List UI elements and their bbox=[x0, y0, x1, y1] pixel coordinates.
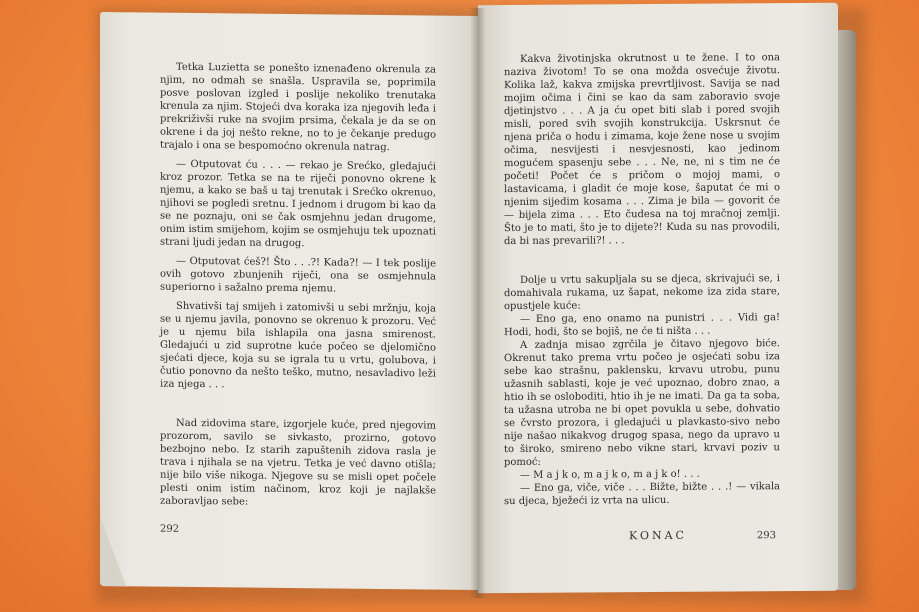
book-gutter bbox=[470, 8, 486, 598]
chapter-footer-title: KONAC bbox=[629, 528, 687, 543]
right-paragraph-3: — Eno ga, eno onamo na punistri . . . Vidi ga! Hodi, hodi, što se bojiš, ne će ti ništa . . . bbox=[504, 312, 780, 339]
left-paragraph-3: — Otputovat ćeš?! Što . . .?! Kada?! — I tek poslije ovih gotovo zbunjenih riječi, ona se osmjehnula superiorno i sažalno prema njemu. bbox=[160, 255, 436, 295]
left-paragraph-2: — Otputovat ću . . . — rekao je Srećko, gledajući kroz prozor. Tetka se na te riječi ponovno okrene k njemu, a kako se baš u taj trenutak i Srećko okrenuo, njihovi se pogledi sretnu. I jednom i drugom bi kao da se ne poznaju, oni se čak osmjehnu jedan drugome, onim istim smijehom, kojim se osmjehuju tek upoznati strani ljudi jedan na drugog. bbox=[160, 158, 436, 250]
left-paragraph-1: Tetka Luzietta se ponešto iznenađeno okrenula za njim, no odmah se snašla. Uspravila se, poprimila posve poslovan izgled i poslije nekoliko trenutaka krenula za njim. Stojeći dva koraka iza njegovih leđa i prekriživši ruke na svojim prsima, čekala je da se on okrene i da joj nešto rekne, no to je čekanje predugo trajalo i ona se bespomoćno okrenula natrag. bbox=[160, 61, 436, 154]
left-paragraph-4: Shvativši taj smijeh i zatomivši u sebi mržnju, koja se u njemu javila, ponovno se okrenuo k prozoru. Već je u njemu bila ishlapila ona jasna smirenost. Gledajući u zid suprotne kuće počeo se djelomično sjećati djece, koja su se igrala tu u vrtu, golubova, i čutio ponovno da nešto teško, mutno, nesavladivo leži iza njega . . . bbox=[160, 300, 436, 391]
left-page bbox=[100, 12, 478, 590]
page-number-left: 292 bbox=[160, 523, 180, 535]
right-paragraph-4: A zadnja misao zgrčila je čitavo njegovo biće. Okrenut tako prema vrtu počeo je osjećati sobu iza sebe kao strašnu, paklensku, krvavu utrobu, punu užasnih sablasti, koje je već upoznao, dobro znao, a htio ih se osloboditi, htio ih je ne imati. Da ga ta soba, ta užasna utroba ne bi opet povukla u sebe, dohvatio se čvrsto prozora, i gledajući u plavkasto-sivo nebo nije našao nikakvog drugog spasa, nego da upravo u to široko, smireno nebo vikne stari, krvavi poziv u pomoć: bbox=[504, 338, 780, 469]
page-number-right: 293 bbox=[756, 530, 776, 542]
right-paragraph-6: — Eno ga, viče, viče . . . Bižte, bižte . . .! — vikala su djeca, bježeći iz vrta na ulicu. bbox=[504, 481, 780, 508]
right-paragraph-5: — M a j k o, m a j k o, m a j k o! . . . bbox=[520, 468, 700, 481]
left-page-text bbox=[160, 61, 436, 511]
right-page bbox=[478, 3, 838, 594]
right-page-text bbox=[504, 51, 780, 508]
page-corner-fold bbox=[100, 516, 126, 586]
right-paragraph-2: Dolje u vrtu sakupljala su se djeca, skrivajući se, i domahivala rukama, uz šapat, nekome iza zida stare, opustjele kuće: bbox=[504, 273, 780, 313]
left-paragraph-5: Nad zidovima stare, izgorjele kuće, pred njegovim prozorom, savilo se sivkasto, prozirno, gotovo bezbojno nebo. Iz starih zapuštenih zidova rasla je trava i njihala se na vjetru. Tetka je već davno otišla; nije bilo više nikoga. Njegove su se misli opet počele plesti onim istim načinom, kroz koji je najlakše zaboravljao sebe: bbox=[160, 417, 436, 508]
right-paragraph-1: Kakva životinjska okrutnost u te žene. I to ona naziva životom! To se ona možda osvećuje životu. Kolika laž, kakva zmijska prevrtljivost. Savija se nad mojim očima i čini se kao da sam zaboravio svoje djetinjstvo . . . A ja ću opet biti slab i pored svojih misli, pored svih svojih konstrukcija. Uskrsnut će njena priča o hodu i zimama, koje žene nose u svojim očima, nesvijesti i nesvjesnosti, kao jedinom mogućem spasenju sebe . . . Ne, ne, ni s tim ne će početi! Počet će s pričom o mojoj mami, o lastavicama, i gladit će moje kose, šaputat će mi o njenim sijedim kosama . . . Zima je bila — govorit će — bijela zima . . . Eto čudesa na toj mračnoj zemlji. Što je to mati, što je to dijete?! Kuda su nas provodili, da bi nas prevarili?! . . . bbox=[504, 52, 780, 248]
